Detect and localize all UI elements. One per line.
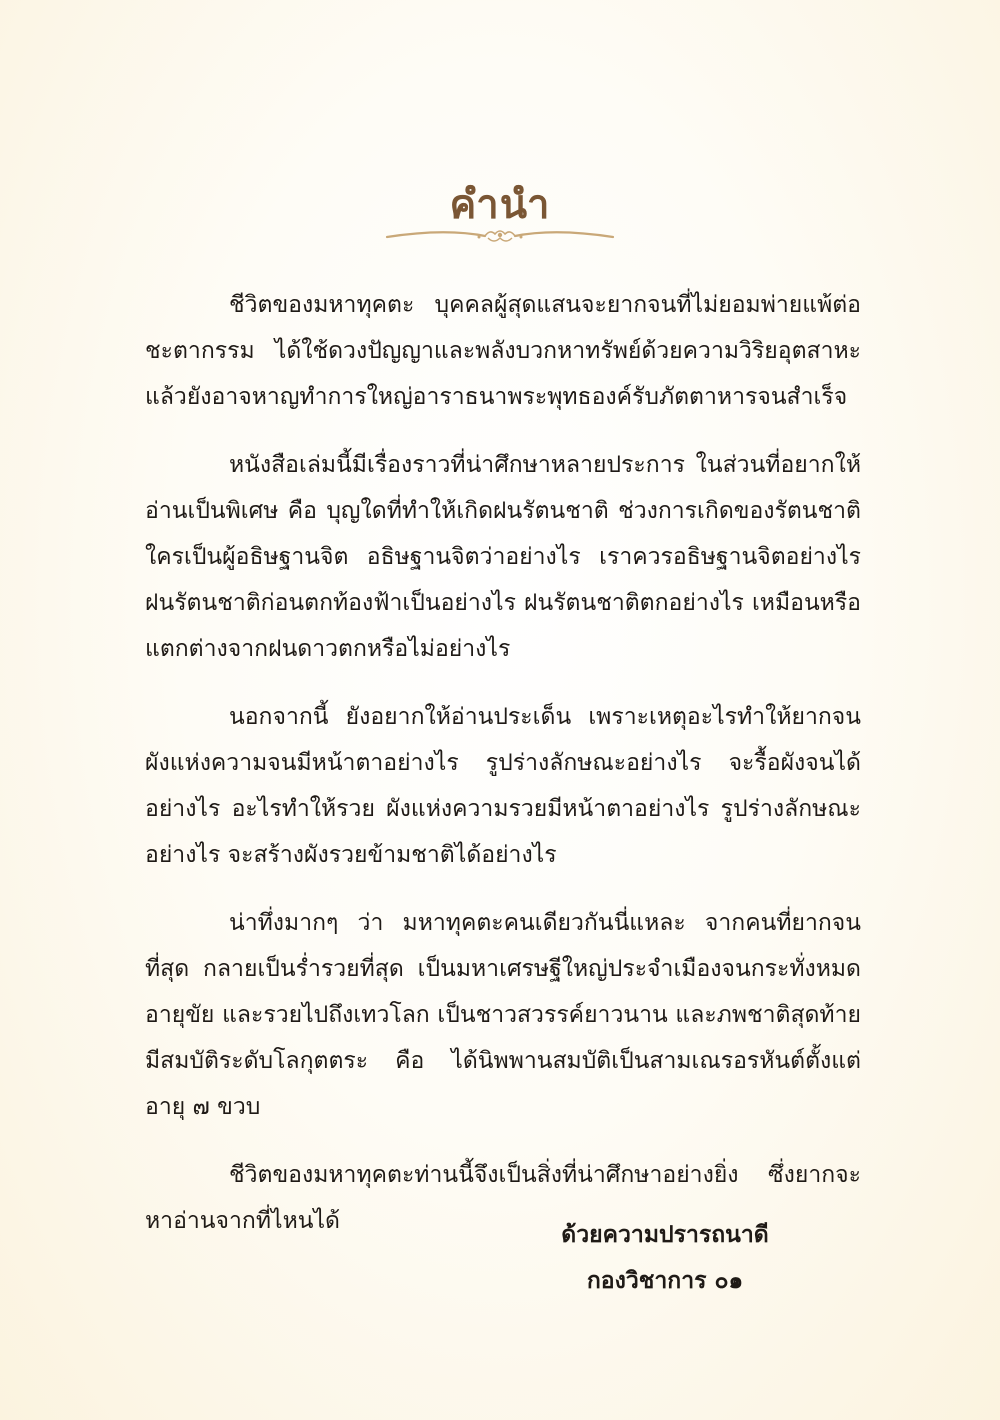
page-title: คำนำ bbox=[449, 182, 551, 228]
paragraph: นอกจากนี้ ยังอยากให้อ่านประเด็น เพราะเหตุอะไรทำให้ยากจน ผังแห่งความจนมีหน้าตาอย่างไร รูปร่างลักษณะอย่างไร จะรื้อผังจนได้อย่างไร อะไรทำให้รวย ผังแห่งความรวยมีหน้าตาอย่างไร รูปร่างลักษณะอย่างไร จะสร้างผังรวยข้ามชาติได้อย่างไร bbox=[145, 704, 861, 868]
paragraph: หนังสือเล่มนี้มีเรื่องราวที่น่าศึกษาหลายประการ ในส่วนที่อยากให้อ่านเป็นพิเศษ คือ บุญใดที่ทำให้เกิดฝนรัตนชาติ ช่วงการเกิดของรัตนชาติ ใครเป็นผู้อธิษฐานจิต อธิษฐานจิตว่าอย่างไร เราควรอธิษฐานจิตอย่างไร ฝนรัตนชาติก่อนตกท้องฟ้าเป็นอย่างไร ฝนรัตนชาติตกอย่างไร เหมือนหรือแตกต่างจากฝนดาวตกหรือไม่อย่างไร bbox=[145, 452, 861, 662]
preface-body bbox=[145, 282, 861, 1266]
signature-closing: ด้วยความปรารถนาดี bbox=[561, 1222, 769, 1248]
signature-author: กองวิชาการ ๐๑ bbox=[586, 1268, 744, 1294]
signature-block bbox=[540, 1212, 790, 1304]
ornament-divider-icon bbox=[385, 224, 615, 248]
paragraph: น่าทึ่งมากๆ ว่า มหาทุคตะคนเดียวกันนี่แหละ จากคนที่ยากจนที่สุด กลายเป็นร่ำรวยที่สุด เป็นมหาเศรษฐีใหญ่ประจำเมืองจนกระทั่งหมดอายุขัย และรวยไปถึงเทวโลก เป็นชาวสวรรค์ยาวนาน และภพชาติสุดท้ายมีสมบัติระดับโลกุตตระ คือ ได้นิพพานสมบัติเป็นสามเณรอรหันต์ตั้งแต่อายุ ๗ ขวบ bbox=[145, 910, 861, 1120]
paragraph: ชีวิตของมหาทุคตะ บุคคลผู้สุดแสนจะยากจนที่ไม่ยอมพ่ายแพ้ต่อชะตากรรม ได้ใช้ดวงปัญญาและพลังบวกหาทรัพย์ด้วยความวิริยอุตสาหะ แล้วยังอาจหาญทำการใหญ่อาราธนาพระพุทธองค์รับภัตตาหารจนสำเร็จ bbox=[145, 292, 861, 410]
paragraph: ชีวิตของมหาทุคตะท่านนี้จึงเป็นสิ่งที่น่าศึกษาอย่างยิ่ง ซึ่งยากจะหาอ่านจากที่ไหนได้ bbox=[145, 1162, 861, 1234]
